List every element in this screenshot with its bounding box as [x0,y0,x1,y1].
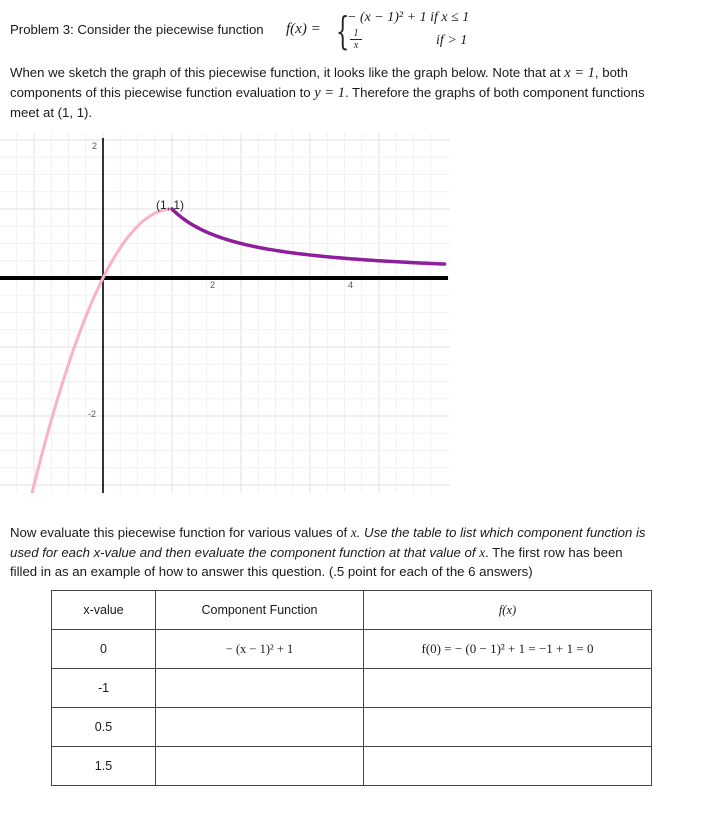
cell-component-function: − (x − 1)² + 1 [156,630,364,669]
x-equals-1: x = 1 [564,65,595,81]
x-tick-2: 2 [210,280,216,290]
x-tick-4: 4 [348,280,354,290]
para1-middle: , both components of this piecewise function evaluation to [10,65,628,100]
cell-x-value: 0.5 [52,708,156,747]
table-row [52,630,652,669]
graph-description [10,63,650,123]
cell-fx-answer[interactable] [364,708,652,747]
cell-fx-answer[interactable] [364,669,652,708]
function-label: f(x) = [286,21,321,37]
y-tick-2: 2 [92,141,98,151]
grid-lines [0,133,450,493]
fraction-denominator: x [353,40,359,51]
table-row [52,669,652,708]
piecewise-graph [0,133,450,493]
y-equals-1: y = 1 [314,85,345,101]
table-row [52,747,652,786]
para2-x2: x [479,544,486,560]
cell-fx-answer[interactable] [364,747,652,786]
piece-quadratic: − (x − 1)² + 1 if x ≤ 1 [347,10,470,25]
instructions [10,523,650,582]
header-component-function: Component Function [156,591,364,630]
cell-fx: f(0) = − (0 − 1)² + 1 = −1 + 1 = 0 [364,630,652,669]
problem-intro: Problem 3: Consider the piecewise function [10,22,264,37]
header-x-value: x-value [52,591,156,630]
cell-component-function-answer[interactable] [156,747,364,786]
cell-x-value: -1 [52,669,156,708]
problem-statement [10,10,570,55]
y-tick-neg2: -2 [88,409,97,419]
para2-a: Now evaluate this piecewise function for various values of [10,525,351,540]
cell-component-function-answer[interactable] [156,708,364,747]
table-header-row [52,591,652,630]
intersection-point-label: (1, 1) [156,198,185,212]
cell-x-value: 1.5 [52,747,156,786]
para1-before: When we sketch the graph of this piecewise function, it looks like the graph below. Note that at [10,65,565,80]
reciprocal-curve [172,209,445,264]
para2-b: . Use the table to list which component function is used for each x-value and then evaluate the component function at that value of [10,525,646,560]
piece-reciprocal-condition: if > 1 [436,33,468,48]
para1-after: . Therefore the graphs of both component functions meet at (1, 1). [10,85,645,120]
table-row [52,708,652,747]
cell-x-value: 0 [52,630,156,669]
fraction-numerator: 1 [350,28,362,40]
piecewise-brace: { [336,9,350,53]
para2-c: . The first row has been filled in as an example of how to answer this question. (.5 point for each of the 6 answers) [10,544,623,579]
evaluation-table [51,590,652,786]
piece-reciprocal [350,28,362,51]
para2-x1: x [350,525,357,540]
header-fx: f(x) [364,591,652,630]
cell-component-function-answer[interactable] [156,669,364,708]
